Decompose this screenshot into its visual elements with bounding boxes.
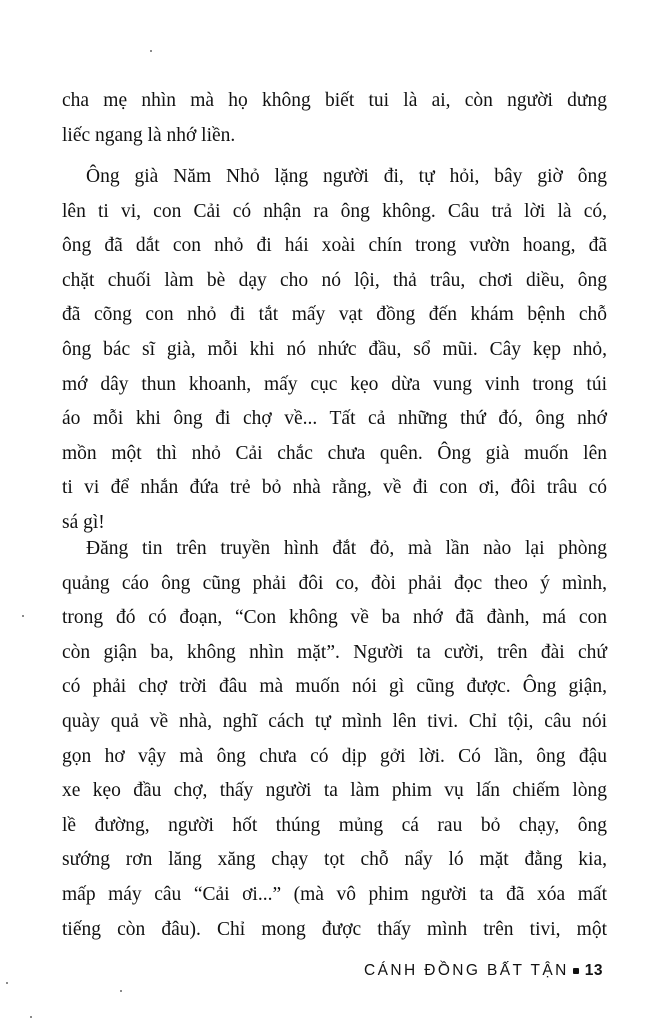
text-line: áo mỗi khi ông đi chợ về... Tất cả những thứ đó, ông nhớ	[62, 408, 607, 430]
scan-speck	[150, 50, 152, 52]
scan-speck	[30, 1016, 32, 1018]
scan-speck	[6, 982, 8, 984]
text-line: đã cõng con nhỏ đi tắt mấy vạt đồng đến khám bệnh chỗ	[62, 304, 607, 326]
text-line: mớ dây thun khoanh, mấy cục kẹo dừa vung vinh trong túi	[62, 373, 607, 395]
text-line: mấp máy câu “Cải ơi...” (mà vô phim người ta đã xóa mất	[62, 883, 607, 905]
scan-speck	[22, 615, 24, 617]
paragraph-3	[62, 532, 607, 947]
text-line: chặt chuối làm bè dạy cho nó lội, thả trâu, chơi diều, ông	[62, 269, 607, 291]
text-line: ông bác sĩ già, mỗi khi nó nhức đầu, sổ mũi. Cây kẹp nhỏ,	[62, 338, 607, 360]
text-line: còn giận ba, không nhìn mặt”. Người ta cười, trên đài chứ	[62, 641, 607, 663]
bullet-icon	[573, 968, 579, 974]
text-line: mồn một thì nhỏ Cải chắc chưa quên. Ông già muốn lên	[62, 442, 607, 464]
text-line: lên ti vi, con Cải có nhận ra ông không. Câu trả lời là có,	[62, 200, 607, 222]
text-line: trong đó có đoạn, “Con không về ba nhớ đã đành, má con	[62, 607, 607, 629]
text-line: tiếng còn đâu). Chỉ mong được thấy mình trên tivi, một	[62, 918, 607, 940]
text-line: ông đã dắt con nhỏ đi hái xoài chín trong vườn hoang, đã	[62, 235, 607, 257]
paragraph-1	[62, 84, 607, 153]
running-title: CÁNH ĐỒNG BẤT TẬN	[364, 962, 569, 979]
text-line: quảng cáo ông cũng phải đôi co, đòi phải đọc theo ý mình,	[62, 572, 607, 594]
text-line: cha mẹ nhìn mà họ không biết tui là ai, còn người dưng	[62, 90, 607, 111]
text-line: quày quả về nhà, nghĩ cách tự mình lên tivi. Chỉ tội, câu nói	[62, 710, 607, 732]
text-line: xe kẹo đầu chợ, thấy người ta làm phim vụ lấn chiếm lòng	[62, 780, 607, 802]
text-line: gọn hơ vậy mà ông chưa có dịp gởi lời. Có lần, ông đậu	[62, 745, 607, 767]
text-line: sá gì!	[62, 511, 105, 533]
text-line: liếc ngang là nhớ liền.	[62, 124, 236, 146]
text-line: lề đường, người hốt thúng mủng cá rau bỏ chạy, ông	[62, 814, 607, 836]
page-number: 13	[584, 962, 603, 979]
text-line: có phải chợ trời đâu mà muốn nói gì cũng được. Ông giận,	[62, 676, 607, 698]
text-line: sướng rơn lăng xăng chạy tọt chỗ nẩy ló mặt đằng kia,	[62, 849, 607, 871]
text-line: ti vi để nhắn đứa trẻ bỏ nhà rằng, về đi con ơi, đôi trâu có	[62, 477, 607, 499]
page-footer	[364, 962, 603, 980]
paragraph-2	[62, 160, 607, 541]
scan-speck	[120, 990, 122, 992]
text-line: Ông già Năm Nhỏ lặng người đi, tự hỏi, bây giờ ông	[86, 166, 607, 187]
text-line: Đăng tin trên truyền hình đắt đỏ, mà lần nào lại phòng	[86, 538, 607, 559]
